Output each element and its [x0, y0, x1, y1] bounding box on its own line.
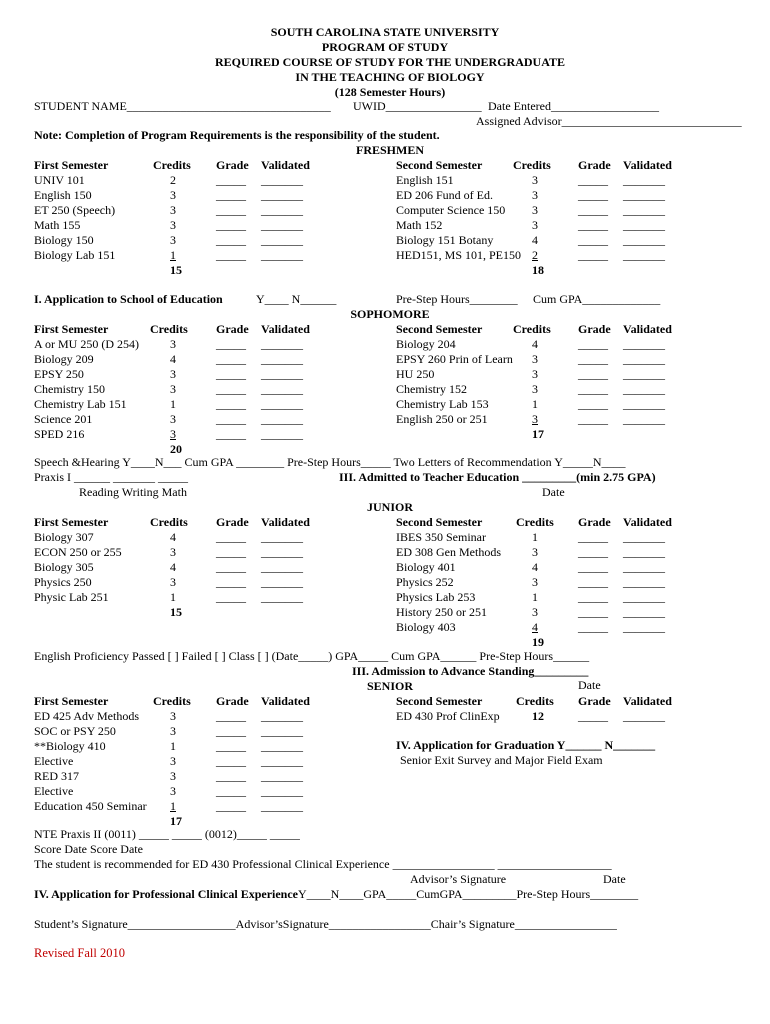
grade-blank[interactable]: _____ [216, 233, 246, 247]
col-second-semester: Second Semester [396, 158, 483, 172]
validated-blank[interactable]: _______ [623, 397, 665, 411]
course-name: English 151 [396, 173, 454, 187]
validated-blank[interactable]: _______ [261, 530, 303, 544]
course-name: HED151, MS 101, PE150 [396, 248, 522, 262]
course-name: Biology 204 [396, 337, 456, 351]
signature-line[interactable]: Student’s Signature__________________Advisor’sSignature_________________Chair’s Signature_________________ [34, 917, 617, 931]
col-credits: Credits [516, 694, 554, 708]
validated-blank[interactable]: _______ [261, 799, 303, 813]
grade-blank[interactable]: _____ [578, 337, 608, 351]
validated-blank[interactable]: _______ [261, 590, 303, 604]
course-name: English 250 or 251 [396, 412, 488, 426]
grade-blank[interactable]: _____ [216, 530, 246, 544]
course-name: ED 425 Adv Methods [34, 709, 139, 723]
grade-blank[interactable]: _____ [216, 590, 246, 604]
validated-blank[interactable]: _______ [623, 233, 665, 247]
validated-blank[interactable]: _______ [623, 367, 665, 381]
col-first-semester: First Semester [34, 158, 109, 172]
course-credits: 3 [532, 575, 538, 589]
col-first-semester: First Semester [34, 322, 109, 336]
validated-blank[interactable]: _______ [261, 709, 303, 723]
grade-blank[interactable]: _____ [216, 412, 246, 426]
col-grade: Grade [578, 694, 611, 708]
grade-blank[interactable]: _____ [216, 248, 246, 262]
grade-blank[interactable]: _____ [216, 799, 246, 813]
course-credits: 4 [532, 560, 538, 574]
course-name: SOC or PSY 250 [34, 724, 116, 738]
col-second-semester: Second Semester [396, 694, 483, 708]
first-semester-total: 17 [170, 814, 182, 828]
clinical-application[interactable]: IV. Application for Professional Clinical ExperienceY____N____GPA_____CumGPA_________Pre-Step Hours________ [34, 887, 639, 901]
validated-blank[interactable]: _______ [623, 218, 665, 232]
col-grade: Grade [578, 515, 611, 529]
grade-blank[interactable]: _____ [216, 337, 246, 351]
course-credits: 3 [532, 382, 538, 396]
grade-blank[interactable]: _____ [578, 605, 608, 619]
assigned-advisor-field[interactable]: Assigned Advisor______________________________ [476, 114, 742, 128]
validated-blank[interactable]: _______ [623, 382, 665, 396]
grade-blank[interactable]: _____ [216, 203, 246, 217]
app-school-prestep[interactable]: Pre-Step Hours________ [396, 292, 518, 306]
course-name: ED 308 Gen Methods [396, 545, 501, 559]
course-credits: 1 [170, 590, 176, 604]
col-validated: Validated [261, 515, 310, 529]
validated-blank[interactable]: _______ [261, 337, 303, 351]
course-name: SPED 216 [34, 427, 85, 441]
grade-blank[interactable]: _____ [578, 590, 608, 604]
col-validated: Validated [623, 515, 672, 529]
admitted-teacher-ed: III. Admitted to Teacher Education _________(min 2.75 GPA) [339, 470, 656, 484]
course-name: Chemistry Lab 153 [396, 397, 489, 411]
course-credits: 4 [170, 352, 176, 366]
validated-blank[interactable]: _______ [623, 203, 665, 217]
app-school-label: I. Application to School of Education [34, 292, 223, 306]
course-name: EPSY 250 [34, 367, 84, 381]
course-name: Biology 403 [396, 620, 456, 634]
course-name: Physics 252 [396, 575, 454, 589]
course-credits: 4 [532, 620, 538, 634]
completion-note: Note: Completion of Program Requirements is the responsibility of the student. [34, 128, 440, 142]
validated-blank[interactable]: _______ [623, 709, 665, 723]
course-name: ED 206 Fund of Ed. [396, 188, 493, 202]
validated-blank[interactable]: _______ [623, 620, 665, 634]
course-credits: 3 [170, 412, 176, 426]
validated-blank[interactable]: _______ [261, 575, 303, 589]
col-grade: Grade [578, 158, 611, 172]
validated-blank[interactable]: _______ [623, 530, 665, 544]
course-credits: 3 [532, 203, 538, 217]
app-school-cumgpa[interactable]: Cum GPA_____________ [533, 292, 661, 306]
col-credits: Credits [513, 322, 551, 336]
course-name: Biology 401 [396, 560, 456, 574]
course-credits: 3 [532, 545, 538, 559]
grade-blank[interactable]: _____ [578, 530, 608, 544]
senior-title: SENIOR [366, 679, 413, 693]
course-credits: 3 [170, 427, 176, 441]
col-credits: Credits [150, 322, 188, 336]
speech-hearing-line[interactable]: Speech &Hearing Y____N___ Cum GPA ________ Pre-Step Hours_____ Two Letters of Recommendation Y_____N____ [34, 455, 626, 469]
col-validated: Validated [261, 694, 310, 708]
header-teaching: IN THE TEACHING OF BIOLOGY [295, 70, 485, 84]
student-name-field[interactable]: STUDENT NAME__________________________________ [34, 99, 331, 113]
grade-blank[interactable]: _____ [216, 352, 246, 366]
course-name: IBES 350 Seminar [396, 530, 486, 544]
validated-blank[interactable]: _______ [623, 545, 665, 559]
validated-blank[interactable]: _______ [261, 769, 303, 783]
course-name: HU 250 [396, 367, 435, 381]
col-grade: Grade [216, 694, 249, 708]
grade-blank[interactable]: _____ [216, 575, 246, 589]
grade-blank[interactable]: _____ [578, 382, 608, 396]
course-credits: 3 [170, 233, 176, 247]
course-name: Biology 209 [34, 352, 94, 366]
grade-blank[interactable]: _____ [578, 397, 608, 411]
validated-blank[interactable]: _______ [623, 575, 665, 589]
course-name: Biology 307 [34, 530, 94, 544]
col-credits: Credits [150, 515, 188, 529]
validated-blank[interactable]: _______ [261, 367, 303, 381]
course-name: Elective [34, 784, 74, 798]
course-name: UNIV 101 [34, 173, 85, 187]
grade-blank[interactable]: _____ [578, 545, 608, 559]
grade-blank[interactable]: _____ [216, 769, 246, 783]
course-credits: 2 [170, 173, 176, 187]
course-name: Education 450 Seminar [34, 799, 147, 813]
nte-line[interactable]: NTE Praxis II (0011) _____ _____ (0012)_____ _____ [34, 827, 300, 841]
course-credits: 3 [170, 218, 176, 232]
col-second-semester: Second Semester [396, 322, 483, 336]
course-credits: 4 [532, 233, 538, 247]
col-grade: Grade [216, 322, 249, 336]
course-name: ECON 250 or 255 [34, 545, 122, 559]
grade-blank[interactable]: _____ [578, 367, 608, 381]
course-credits: 4 [532, 337, 538, 351]
course-name: ET 250 (Speech) [34, 203, 116, 217]
validated-blank[interactable]: _______ [261, 397, 303, 411]
validated-blank[interactable]: _______ [623, 605, 665, 619]
course-credits: 3 [170, 337, 176, 351]
course-name: ED 430 Prof ClinExp [396, 709, 500, 723]
validated-blank[interactable]: _______ [261, 203, 303, 217]
grade-blank[interactable]: _____ [216, 367, 246, 381]
grade-blank[interactable]: _____ [578, 233, 608, 247]
course-name: EPSY 260 Prin of Learn [396, 352, 513, 366]
advance-date-label: Date [578, 678, 601, 692]
praxis-one-line[interactable]: Praxis I ______ _______ _____ [34, 470, 188, 484]
course-name: A or MU 250 (D 254) [34, 337, 139, 351]
course-name: Science 201 [34, 412, 93, 426]
course-credits: 2 [532, 248, 538, 262]
grade-blank[interactable]: _____ [216, 218, 246, 232]
course-name: Biology 150 [34, 233, 94, 247]
course-credits: 3 [170, 769, 176, 783]
course-credits: 3 [170, 784, 176, 798]
validated-blank[interactable]: _______ [261, 754, 303, 768]
course-name: Chemistry 150 [34, 382, 105, 396]
col-grade: Grade [578, 322, 611, 336]
course-credits: 4 [170, 560, 176, 574]
course-credits: 1 [170, 739, 176, 753]
second-semester-total: 17 [532, 427, 544, 441]
course-name: Physics Lab 253 [396, 590, 476, 604]
validated-blank[interactable]: _______ [261, 248, 303, 262]
col-validated: Validated [623, 322, 672, 336]
col-validated: Validated [261, 322, 310, 336]
col-credits: Credits [153, 694, 191, 708]
validated-blank[interactable]: _______ [261, 724, 303, 738]
course-credits: 1 [170, 248, 176, 262]
course-credits: 3 [170, 575, 176, 589]
course-credits: 3 [532, 352, 538, 366]
grade-blank[interactable]: _____ [216, 724, 246, 738]
grade-blank[interactable]: _____ [578, 203, 608, 217]
header-program: PROGRAM OF STUDY [321, 40, 449, 54]
first-semester-total: 15 [170, 605, 182, 619]
validated-blank[interactable]: _______ [623, 337, 665, 351]
english-proficiency-line[interactable]: English Proficiency Passed [ ] Failed [ ] Class [ ] (Date_____) GPA_____ Cum GPA______ Pre-Step Hours______ [34, 649, 590, 663]
grade-blank[interactable]: _____ [216, 173, 246, 187]
course-name: Biology 151 Botany [396, 233, 494, 247]
second-semester-total: 19 [532, 635, 544, 649]
grade-blank[interactable]: _____ [216, 397, 246, 411]
first-semester-total: 15 [170, 263, 182, 277]
course-name: Biology Lab 151 [34, 248, 116, 262]
validated-blank[interactable]: _______ [261, 427, 303, 441]
validated-blank[interactable]: _______ [261, 352, 303, 366]
validated-blank[interactable]: _______ [261, 560, 303, 574]
validated-blank[interactable]: _______ [261, 412, 303, 426]
recommend-date-label: Date [603, 872, 626, 886]
sophomore-title: SOPHOMORE [350, 307, 430, 321]
col-credits: Credits [516, 515, 554, 529]
grade-blank[interactable]: _____ [578, 620, 608, 634]
grade-blank[interactable]: _____ [578, 412, 608, 426]
grade-blank[interactable]: _____ [216, 545, 246, 559]
exit-survey: Senior Exit Survey and Major Field Exam [400, 753, 603, 767]
graduation-application[interactable]: IV. Application for Graduation Y______ N_______ [396, 738, 656, 752]
course-name: Physics 250 [34, 575, 92, 589]
uwid-field[interactable]: UWID________________ [353, 99, 482, 113]
course-credits: 3 [532, 173, 538, 187]
validated-blank[interactable]: _______ [623, 590, 665, 604]
grade-blank[interactable]: _____ [216, 188, 246, 202]
course-credits: 3 [532, 367, 538, 381]
col-validated: Validated [261, 158, 310, 172]
validated-blank[interactable]: _______ [623, 560, 665, 574]
grade-blank[interactable]: _____ [578, 173, 608, 187]
course-name: Physic Lab 251 [34, 590, 109, 604]
app-school-yn[interactable]: Y____ N______ [256, 292, 337, 306]
nte-labels: Score Date Score Date [34, 842, 143, 856]
validated-blank[interactable]: _______ [623, 412, 665, 426]
course-credits: 3 [170, 203, 176, 217]
course-credits: 3 [170, 382, 176, 396]
col-first-semester: First Semester [34, 515, 109, 529]
validated-blank[interactable]: _______ [623, 352, 665, 366]
course-credits: 1 [170, 397, 176, 411]
col-second-semester: Second Semester [396, 515, 483, 529]
course-name: Biology 305 [34, 560, 94, 574]
course-credits: 1 [532, 397, 538, 411]
col-first-semester: First Semester [34, 694, 109, 708]
course-credits: 3 [170, 188, 176, 202]
col-credits: Credits [513, 158, 551, 172]
course-credits: 1 [170, 799, 176, 813]
validated-blank[interactable]: _______ [261, 173, 303, 187]
recommend-line[interactable]: The student is recommended for ED 430 Professional Clinical Experience _________________ ___________________ [34, 857, 612, 871]
validated-blank[interactable]: _______ [261, 188, 303, 202]
praxis-labels: Reading Writing Math [79, 485, 187, 499]
course-name: **Biology 410 [34, 739, 106, 753]
validated-blank[interactable]: _______ [261, 545, 303, 559]
course-credits: 3 [532, 188, 538, 202]
grade-blank[interactable]: _____ [578, 575, 608, 589]
course-credits: 12 [532, 709, 544, 723]
course-credits: 3 [170, 709, 176, 723]
junior-title: JUNIOR [366, 500, 413, 514]
grade-blank[interactable]: _____ [578, 188, 608, 202]
grade-blank[interactable]: _____ [216, 709, 246, 723]
grade-blank[interactable]: _____ [216, 427, 246, 441]
course-credits: 3 [170, 545, 176, 559]
course-name: History 250 or 251 [396, 605, 487, 619]
course-credits: 3 [532, 605, 538, 619]
validated-blank[interactable]: _______ [261, 784, 303, 798]
grade-blank[interactable]: _____ [216, 560, 246, 574]
col-credits: Credits [153, 158, 191, 172]
course-name: Math 152 [396, 218, 443, 232]
course-credits: 3 [170, 367, 176, 381]
course-name: English 150 [34, 188, 92, 202]
col-validated: Validated [623, 694, 672, 708]
grade-blank[interactable]: _____ [216, 754, 246, 768]
course-name: RED 317 [34, 769, 79, 783]
validated-blank[interactable]: _______ [261, 382, 303, 396]
course-credits: 4 [170, 530, 176, 544]
course-credits: 1 [532, 590, 538, 604]
header-university: SOUTH CAROLINA STATE UNIVERSITY [270, 25, 500, 39]
date-entered-field[interactable]: Date Entered__________________ [488, 99, 659, 113]
validated-blank[interactable]: _______ [261, 233, 303, 247]
course-credits: 3 [170, 754, 176, 768]
validated-blank[interactable]: _______ [261, 739, 303, 753]
course-name: Math 155 [34, 218, 81, 232]
course-name: Elective [34, 754, 74, 768]
validated-blank[interactable]: _______ [623, 188, 665, 202]
grade-blank[interactable]: _____ [216, 382, 246, 396]
validated-blank[interactable]: _______ [261, 218, 303, 232]
freshmen-title: FRESHMEN [355, 143, 424, 157]
validated-blank[interactable]: _______ [623, 173, 665, 187]
grade-blank[interactable]: _____ [216, 784, 246, 798]
grade-blank[interactable]: _____ [578, 560, 608, 574]
col-grade: Grade [216, 515, 249, 529]
grade-blank[interactable]: _____ [578, 709, 608, 723]
grade-blank[interactable]: _____ [578, 352, 608, 366]
advisor-signature-label: Advisor’s Signature [410, 872, 507, 886]
course-credits: 3 [170, 724, 176, 738]
course-name: Chemistry Lab 151 [34, 397, 127, 411]
col-grade: Grade [216, 158, 249, 172]
header-hours: (128 Semester Hours) [334, 85, 446, 99]
course-name: Computer Science 150 [396, 203, 506, 217]
revised-note: Revised Fall 2010 [34, 946, 125, 960]
validated-blank[interactable]: _______ [623, 248, 665, 262]
admitted-date-label: Date [542, 485, 565, 499]
grade-blank[interactable]: _____ [578, 218, 608, 232]
grade-blank[interactable]: _____ [578, 248, 608, 262]
second-semester-total: 18 [532, 263, 544, 277]
course-name: Chemistry 152 [396, 382, 467, 396]
first-semester-total: 20 [170, 442, 182, 456]
grade-blank[interactable]: _____ [216, 739, 246, 753]
col-validated: Validated [623, 158, 672, 172]
course-credits: 1 [532, 530, 538, 544]
header-required: REQUIRED COURSE OF STUDY FOR THE UNDERGRADUATE [214, 55, 566, 69]
course-credits: 3 [532, 412, 538, 426]
course-credits: 3 [532, 218, 538, 232]
advance-standing-line: III. Admission to Advance Standing_________ [352, 664, 589, 678]
